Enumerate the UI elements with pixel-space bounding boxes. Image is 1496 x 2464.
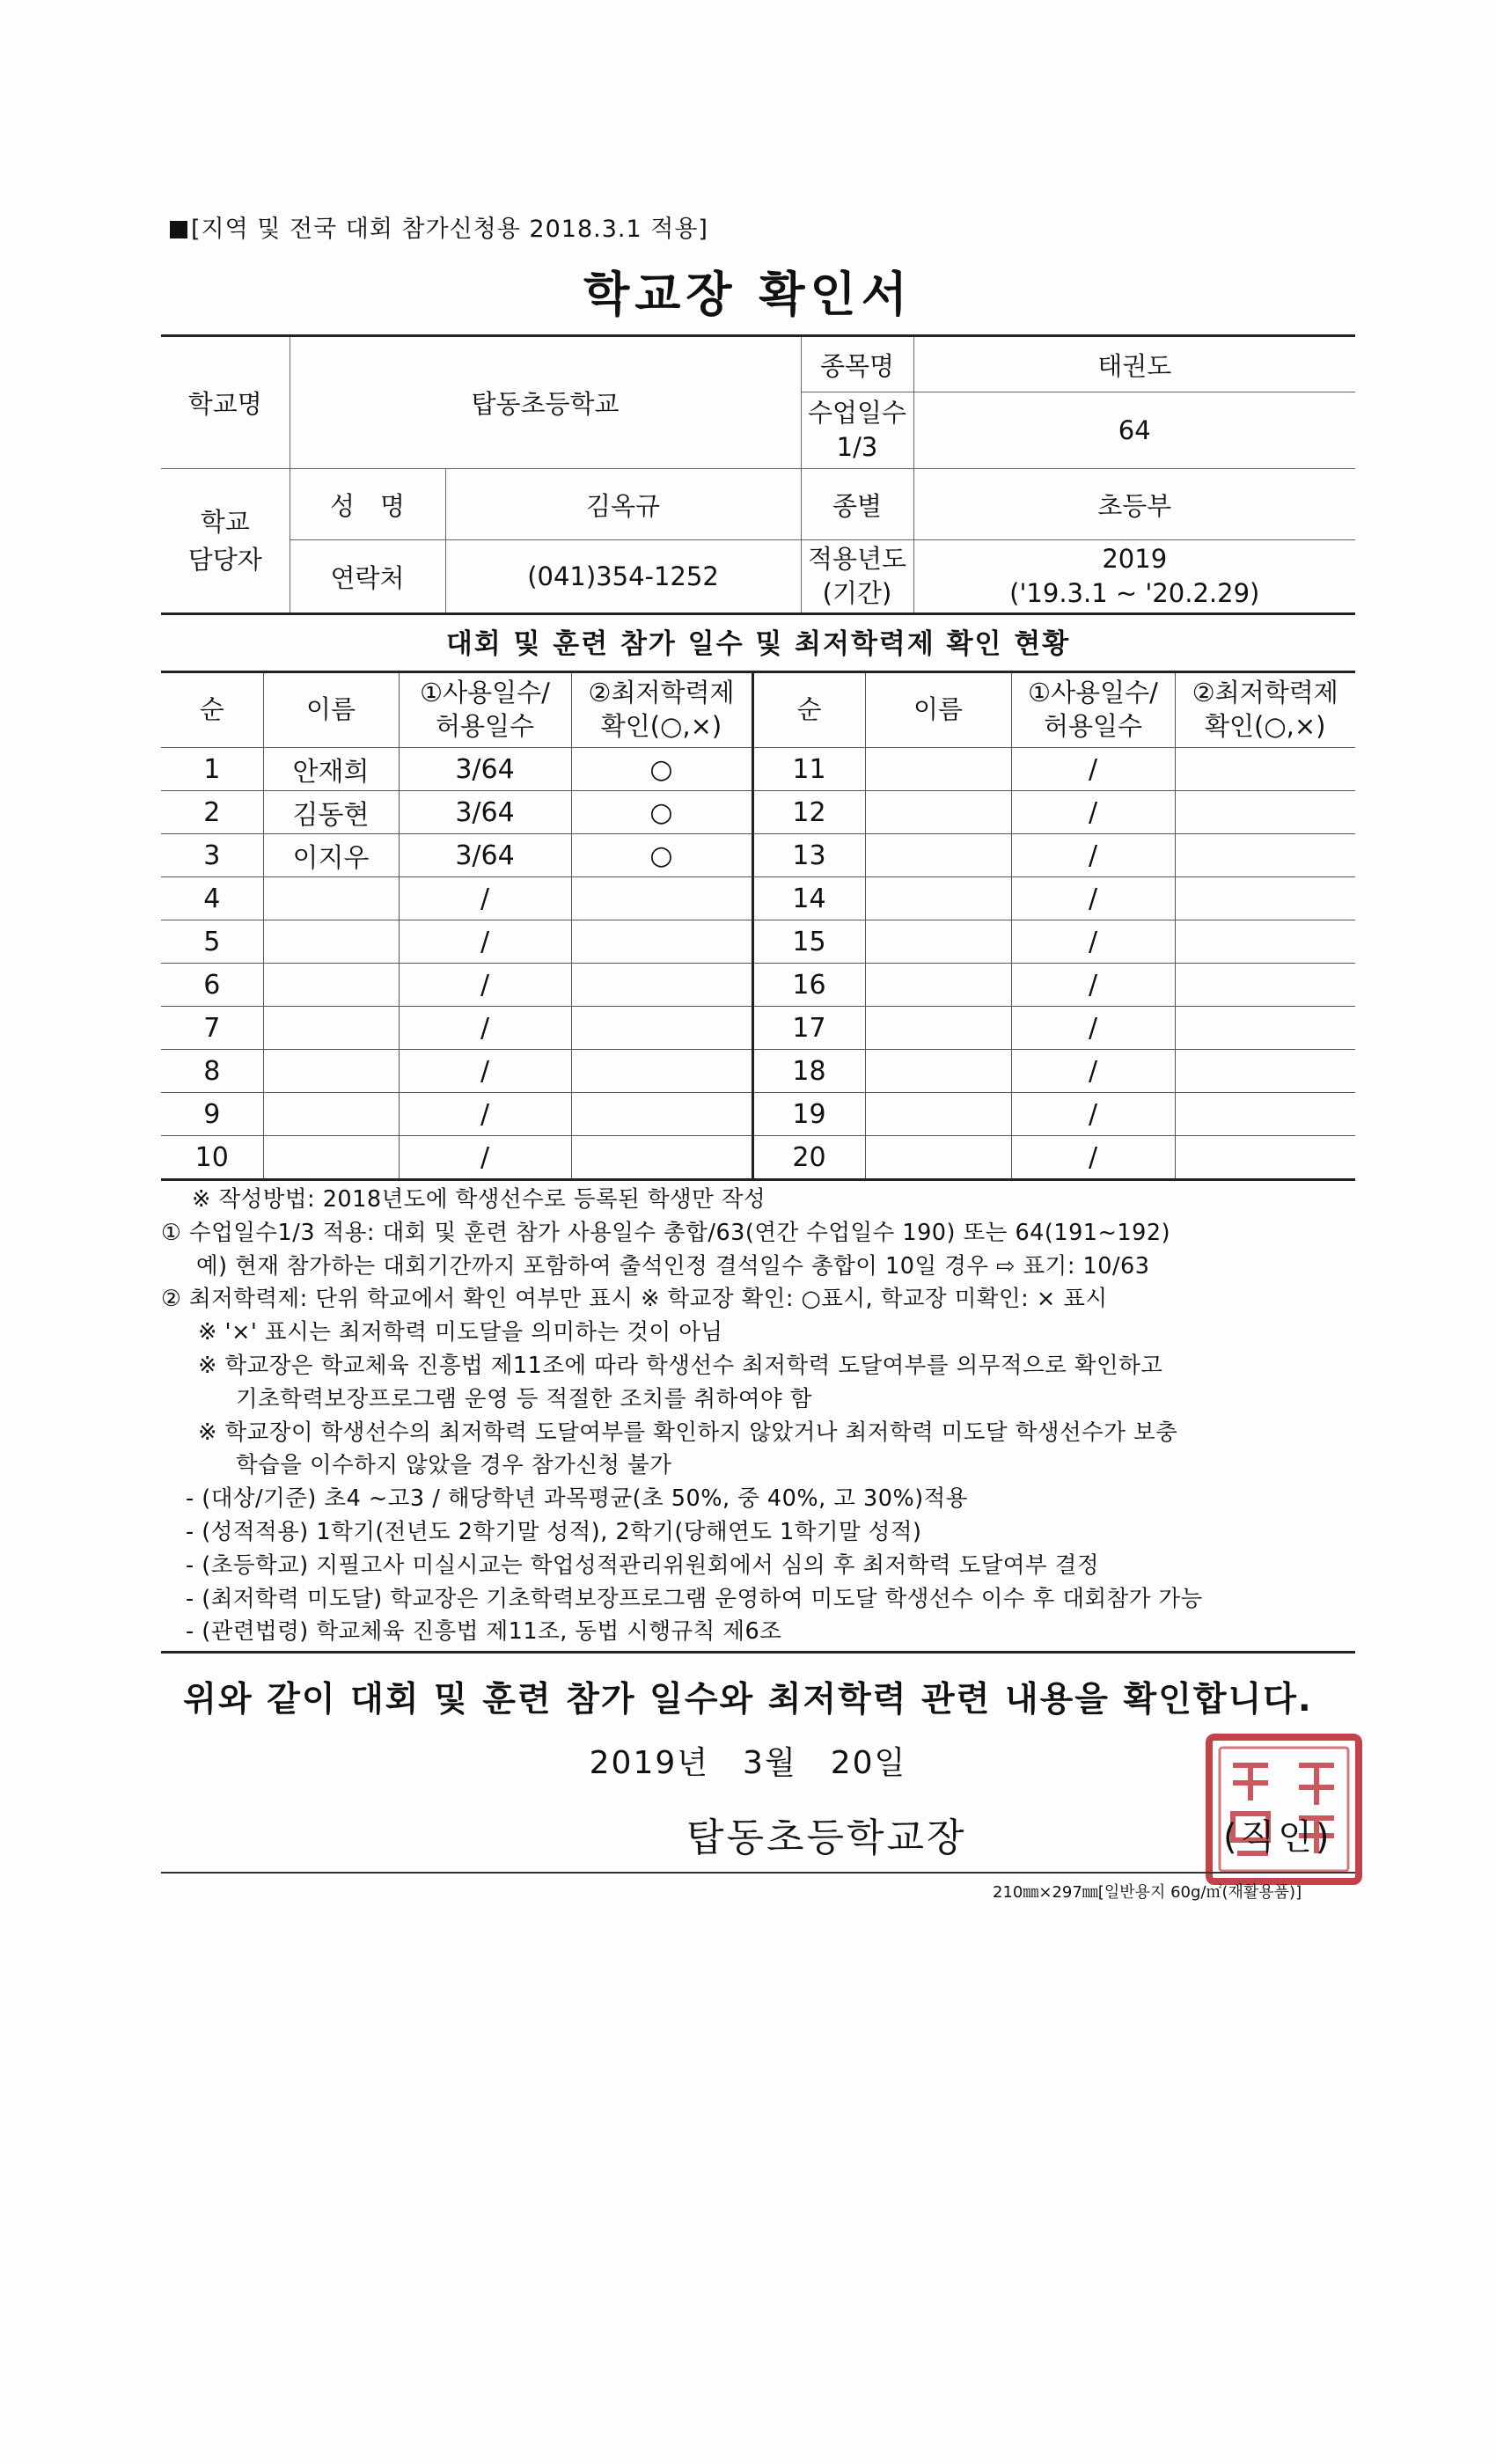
used-days: / bbox=[399, 964, 571, 1007]
square-bullet-icon bbox=[170, 221, 187, 238]
note-line: ※ 작성방법: 2018년도에 학생선수로 등록된 학생만 작성 bbox=[192, 1186, 766, 1213]
academic-check bbox=[571, 1136, 752, 1180]
signer-name: 탑동초등학교장 bbox=[686, 1815, 967, 1860]
used-days: / bbox=[399, 1050, 571, 1093]
note-line: ※ 학교장은 학교체육 진흥법 제11조에 따라 학생선수 최저학력 도달여부를 의무적으로 확인하고 bbox=[198, 1352, 1163, 1379]
notes-section bbox=[161, 1184, 1367, 1649]
days-value: 64 bbox=[913, 392, 1355, 469]
row-number: 9 bbox=[161, 1093, 263, 1136]
athlete-name bbox=[865, 920, 1011, 964]
athlete-name bbox=[865, 748, 1011, 791]
row-number: 7 bbox=[161, 1007, 263, 1050]
academic-check bbox=[1175, 920, 1355, 964]
header-text: [지역 및 전국 대회 참가신청용 2018.3.1 적용] bbox=[191, 216, 708, 243]
note-line: ② 최저학력제: 단위 학교에서 확인 여부만 표시 ※ 학교장 확인: ○표시, 학교장 미확인: × 표시 bbox=[161, 1286, 1108, 1313]
academic-check bbox=[571, 920, 752, 964]
footer-divider bbox=[161, 1872, 1355, 1874]
academic-check bbox=[1175, 877, 1355, 920]
used-days: / bbox=[1011, 964, 1175, 1007]
divider bbox=[161, 1651, 1355, 1654]
header-used-days: ①사용일수/ 허용일수 bbox=[1011, 672, 1175, 748]
category-value: 초등부 bbox=[913, 469, 1355, 540]
page-title: 학교장 확인서 bbox=[583, 267, 913, 322]
name-value: 김옥규 bbox=[445, 469, 801, 540]
document-header bbox=[170, 209, 708, 244]
athlete-name bbox=[865, 834, 1011, 877]
used-days: / bbox=[1011, 877, 1175, 920]
table-row bbox=[161, 964, 1355, 1007]
used-days: / bbox=[399, 1007, 571, 1050]
row-number: 2 bbox=[161, 791, 263, 834]
row-number: 1 bbox=[161, 748, 263, 791]
academic-check bbox=[1175, 964, 1355, 1007]
row-number: 13 bbox=[752, 834, 865, 877]
seal-label: (직인) bbox=[1223, 1817, 1333, 1858]
academic-check: ○ bbox=[571, 748, 752, 791]
header-used-days: ①사용일수/ 허용일수 bbox=[399, 672, 571, 748]
event-label: 종목명 bbox=[801, 336, 913, 392]
used-days: / bbox=[399, 1136, 571, 1180]
row-number: 18 bbox=[752, 1050, 865, 1093]
athlete-name bbox=[865, 964, 1011, 1007]
category-label: 종별 bbox=[801, 469, 913, 540]
athlete-name bbox=[865, 791, 1011, 834]
header-academic: ②최저학력제 확인(○,×) bbox=[571, 672, 752, 748]
note-line: 기초학력보장프로그램 운영 등 적절한 조치를 취하여야 함 bbox=[236, 1385, 812, 1412]
note-line: - (성적적용) 1학기(전년도 2학기말 성적), 2학기(당해연도 1학기말 성적) bbox=[186, 1518, 922, 1545]
table-row bbox=[161, 1007, 1355, 1050]
issue-date: 2019년 3월 20일 bbox=[589, 1745, 907, 1781]
academic-check bbox=[571, 1093, 752, 1136]
used-days: / bbox=[399, 1093, 571, 1136]
used-days: / bbox=[1011, 748, 1175, 791]
note-line: ① 수업일수1/3 적용: 대회 및 훈련 참가 사용일수 총합/63(연간 수업일수 190) 또는 64(191~192) bbox=[161, 1219, 1171, 1246]
used-days: / bbox=[1011, 1136, 1175, 1180]
athlete-name bbox=[263, 877, 399, 920]
academic-check bbox=[1175, 1136, 1355, 1180]
used-days: / bbox=[1011, 920, 1175, 964]
academic-check: ○ bbox=[571, 791, 752, 834]
used-days: / bbox=[399, 920, 571, 964]
header-academic: ②최저학력제 확인(○,×) bbox=[1175, 672, 1355, 748]
note-line: - (최저학력 미도달) 학교장은 기초학력보장프로그램 운영하여 미도달 학생선수 이수 후 대회참가 가능 bbox=[186, 1585, 1203, 1612]
athlete-name: 안재희 bbox=[263, 748, 399, 791]
athlete-name bbox=[263, 1050, 399, 1093]
status-table bbox=[161, 671, 1355, 1181]
table-row bbox=[161, 920, 1355, 964]
athlete-name: 김동현 bbox=[263, 791, 399, 834]
used-days: 3/64 bbox=[399, 748, 571, 791]
row-number: 17 bbox=[752, 1007, 865, 1050]
athlete-name bbox=[263, 920, 399, 964]
row-number: 4 bbox=[161, 877, 263, 920]
academic-check bbox=[571, 1050, 752, 1093]
year-label: 적용년도 (기간) bbox=[801, 540, 913, 614]
note-line: - (대상/기준) 초4 ~고3 / 해당학년 과목평균(초 50%, 중 40%, 고 30%)적용 bbox=[186, 1485, 968, 1513]
academic-check bbox=[1175, 1093, 1355, 1136]
used-days: / bbox=[1011, 1093, 1175, 1136]
row-number: 5 bbox=[161, 920, 263, 964]
year-value: 2019 ('19.3.1 ~ '20.2.29) bbox=[913, 540, 1355, 614]
note-line: - (초등학교) 지필고사 미실시교는 학업성적관리위원회에서 심의 후 최저학력 도달여부 결정 bbox=[186, 1551, 1099, 1579]
manager-label: 학교 담당자 bbox=[161, 469, 290, 614]
row-number: 6 bbox=[161, 964, 263, 1007]
athlete-name bbox=[865, 1093, 1011, 1136]
athlete-name bbox=[865, 1007, 1011, 1050]
athlete-name bbox=[263, 1093, 399, 1136]
used-days: 3/64 bbox=[399, 834, 571, 877]
header-no: 순 bbox=[752, 672, 865, 748]
table-row bbox=[161, 1093, 1355, 1136]
academic-check bbox=[571, 964, 752, 1007]
used-days: / bbox=[1011, 1007, 1175, 1050]
paper-spec-note: 210㎜×297㎜[일반용지 60g/㎡(재활용품)] bbox=[993, 1883, 1302, 1902]
athlete-name bbox=[263, 1007, 399, 1050]
section-heading: 대회 및 훈련 참가 일수 및 최저학력제 확인 현황 bbox=[445, 628, 1071, 660]
academic-check bbox=[571, 877, 752, 920]
used-days: / bbox=[399, 877, 571, 920]
contact-value: (041)354-1252 bbox=[445, 540, 801, 614]
athlete-name bbox=[263, 964, 399, 1007]
row-number: 10 bbox=[161, 1136, 263, 1180]
table-row bbox=[161, 1136, 1355, 1180]
academic-check bbox=[571, 1007, 752, 1050]
table-row bbox=[161, 748, 1355, 791]
used-days: / bbox=[1011, 791, 1175, 834]
note-line: - (관련법령) 학교체육 진흥법 제11조, 동법 시행규칙 제6조 bbox=[186, 1618, 782, 1646]
table-row bbox=[161, 877, 1355, 920]
row-number: 19 bbox=[752, 1093, 865, 1136]
note-line: ※ 학교장이 학생선수의 최저학력 도달여부를 확인하지 않았거나 최저학력 미도달 학생선수가 보충 bbox=[198, 1419, 1178, 1446]
athlete-name bbox=[865, 877, 1011, 920]
academic-check: ○ bbox=[571, 834, 752, 877]
row-number: 8 bbox=[161, 1050, 263, 1093]
name-label: 성 명 bbox=[290, 469, 445, 540]
academic-check bbox=[1175, 1050, 1355, 1093]
academic-check bbox=[1175, 1007, 1355, 1050]
note-line: ※ '×' 표시는 최저학력 미도달을 의미하는 것이 아님 bbox=[198, 1319, 723, 1346]
table-row bbox=[161, 1050, 1355, 1093]
days-label: 수업일수 1/3 bbox=[801, 392, 913, 469]
row-number: 16 bbox=[752, 964, 865, 1007]
table-row bbox=[161, 834, 1355, 877]
used-days: / bbox=[1011, 834, 1175, 877]
row-number: 11 bbox=[752, 748, 865, 791]
academic-check bbox=[1175, 748, 1355, 791]
athlete-name bbox=[865, 1136, 1011, 1180]
row-number: 12 bbox=[752, 791, 865, 834]
academic-check bbox=[1175, 834, 1355, 877]
academic-check bbox=[1175, 791, 1355, 834]
row-number: 15 bbox=[752, 920, 865, 964]
row-number: 3 bbox=[161, 834, 263, 877]
event-value: 태권도 bbox=[913, 336, 1355, 392]
note-line: 학습을 이수하지 않았을 경우 참가신청 불가 bbox=[236, 1452, 672, 1479]
header-name: 이름 bbox=[865, 672, 1011, 748]
header-no: 순 bbox=[161, 672, 263, 748]
school-label: 학교명 bbox=[161, 336, 290, 469]
school-name: 탑동초등학교 bbox=[290, 336, 801, 469]
table-row bbox=[161, 791, 1355, 834]
athlete-name bbox=[865, 1050, 1011, 1093]
used-days: / bbox=[1011, 1050, 1175, 1093]
note-line: 예) 현재 참가하는 대회기간까지 포함하여 출석인정 결석일수 총합이 10일 경우 ⇨ 표기: 10/63 bbox=[196, 1252, 1150, 1280]
row-number: 14 bbox=[752, 877, 865, 920]
athlete-name: 이지우 bbox=[263, 834, 399, 877]
used-days: 3/64 bbox=[399, 791, 571, 834]
header-name: 이름 bbox=[263, 672, 399, 748]
contact-label: 연락처 bbox=[290, 540, 445, 614]
confirmation-statement: 위와 같이 대회 및 훈련 참가 일수와 최저학력 관련 내용을 확인합니다. bbox=[183, 1680, 1313, 1720]
info-table bbox=[161, 334, 1355, 615]
athlete-name bbox=[263, 1136, 399, 1180]
row-number: 20 bbox=[752, 1136, 865, 1180]
